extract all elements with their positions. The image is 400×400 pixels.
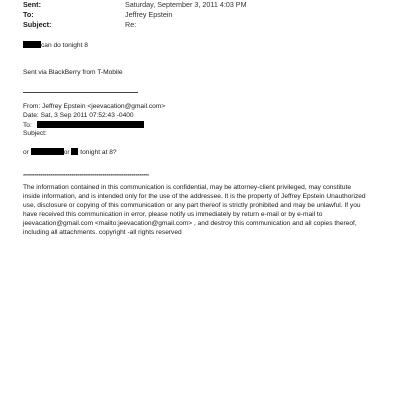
to-value: Jeffrey Epstein xyxy=(125,10,173,19)
reply-signature: Sent via BlackBerry from T-Mobile xyxy=(23,69,123,76)
to-label: To: xyxy=(23,10,34,19)
redaction-block xyxy=(23,41,41,48)
reply-message: can do tonight 8 xyxy=(41,42,88,49)
quoted-date: Date: Sat, 3 Sep 2011 07:52:43 -0400 xyxy=(23,112,134,119)
disclaimer-separator: ***************************************************************** xyxy=(23,174,149,180)
disclaimer-line: have received this communication in error, please notify us immediately by return e-mail or by e-mail to xyxy=(23,211,323,219)
disclaimer-line: The information contained in this communication is confidential, may be attorney-client privileged, may constitute xyxy=(23,184,352,191)
quote-divider xyxy=(23,92,138,93)
reply-message-line xyxy=(23,41,88,50)
redaction-block xyxy=(37,121,144,128)
quoted-to-label: To: xyxy=(23,122,32,129)
disclaimer-line: inside information, and is intended only for the use of the addressee. It is the property of Jeffrey Epstein Unauthorized xyxy=(23,193,366,201)
quoted-subject: Subject: xyxy=(23,130,47,137)
quoted-body-suffix: tonight at 8? xyxy=(80,149,117,156)
disclaimer-text xyxy=(23,183,375,238)
quoted-from: From: Jeffrey Epstein <jeevacation@gmail.com> xyxy=(23,103,166,110)
quoted-body-line xyxy=(23,148,117,157)
sent-label: Sent: xyxy=(23,0,41,9)
quoted-body-prefix: or xyxy=(23,149,29,156)
disclaimer-line: including all attachments. copyright -all rights reserved xyxy=(23,229,182,237)
quoted-body-middle: or xyxy=(63,149,70,156)
disclaimer-line: use, disclosure or copying of this communication or any part thereof is strictly prohibited and may be unlawful. If you xyxy=(23,202,361,210)
redaction-block xyxy=(31,148,64,155)
subject-value: Re: xyxy=(125,20,137,29)
subject-label: Subject: xyxy=(23,20,52,29)
redaction-block xyxy=(71,148,78,155)
sent-value: Saturday, September 3, 2011 4:03 PM xyxy=(125,0,247,9)
disclaimer-line: jeevacation@gmail.com <mailto:jeevacation@gmail.com> , and destroy this communication and all copies thereof, xyxy=(23,220,357,228)
quoted-to-line xyxy=(23,121,144,130)
